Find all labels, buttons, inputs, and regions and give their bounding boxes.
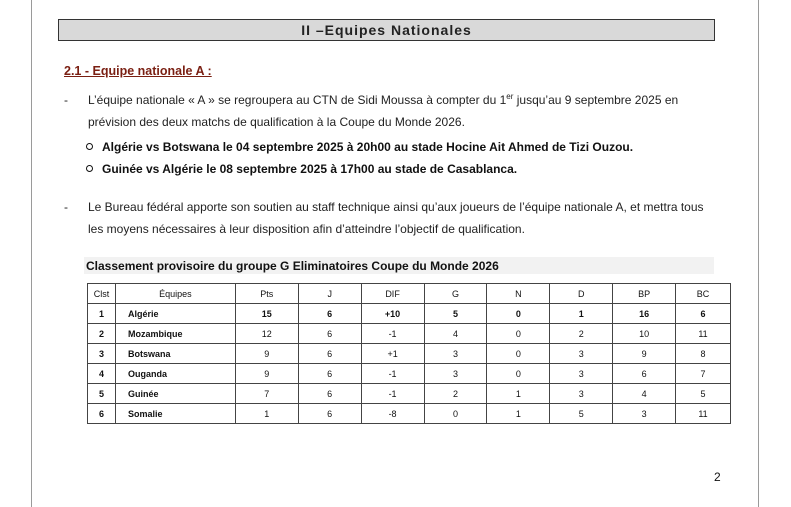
cell-g: 0 bbox=[424, 404, 487, 424]
cell-pts: 9 bbox=[235, 344, 298, 364]
page-border-right bbox=[758, 0, 759, 507]
cell-pts: 1 bbox=[235, 404, 298, 424]
subheading: 2.1 - Equipe nationale A : bbox=[64, 64, 212, 78]
cell-bp: 6 bbox=[613, 364, 676, 384]
cell-bp: 9 bbox=[613, 344, 676, 364]
match-text: Guinée vs Algérie le 08 septembre 2025 à 17h00 au stade de Casablanca. bbox=[102, 162, 518, 176]
cell-d: 5 bbox=[550, 404, 613, 424]
cell-pts: 12 bbox=[235, 324, 298, 344]
cell-g: 2 bbox=[424, 384, 487, 404]
cell-j: 6 bbox=[298, 364, 361, 384]
cell-dif: -1 bbox=[361, 324, 424, 344]
standings-table bbox=[87, 283, 731, 424]
cell-team: Somalie bbox=[115, 404, 235, 424]
cell-bc: 11 bbox=[676, 404, 731, 424]
cell-rank: 1 bbox=[88, 304, 116, 324]
paragraph-text bbox=[88, 89, 718, 133]
cell-g: 4 bbox=[424, 324, 487, 344]
cell-pts: 7 bbox=[235, 384, 298, 404]
paragraph-text-part1: L’équipe nationale « A » se regroupera au CTN de Sidi Moussa à compter du 1 bbox=[88, 93, 507, 107]
cell-bc: 8 bbox=[676, 344, 731, 364]
cell-team: Mozambique bbox=[115, 324, 235, 344]
cell-bc: 11 bbox=[676, 324, 731, 344]
match-item bbox=[86, 140, 633, 154]
table-row bbox=[88, 404, 731, 424]
cell-pts: 15 bbox=[235, 304, 298, 324]
cell-n: 0 bbox=[487, 344, 550, 364]
list-dash: - bbox=[64, 200, 68, 214]
cell-j: 6 bbox=[298, 344, 361, 364]
cell-team: Guinée bbox=[115, 384, 235, 404]
cell-j: 6 bbox=[298, 304, 361, 324]
superscript-er: er bbox=[506, 92, 514, 101]
cell-j: 6 bbox=[298, 404, 361, 424]
table-row bbox=[88, 304, 731, 324]
col-header-bp: BP bbox=[613, 284, 676, 304]
cell-j: 6 bbox=[298, 324, 361, 344]
col-header-bc: BC bbox=[676, 284, 731, 304]
col-header-g: G bbox=[424, 284, 487, 304]
cell-d: 3 bbox=[550, 344, 613, 364]
cell-dif: -1 bbox=[361, 384, 424, 404]
cell-bc: 6 bbox=[676, 304, 731, 324]
cell-bp: 10 bbox=[613, 324, 676, 344]
cell-rank: 5 bbox=[88, 384, 116, 404]
cell-rank: 3 bbox=[88, 344, 116, 364]
paragraph-text: Le Bureau fédéral apporte son soutien au staff technique ainsi qu’aux joueurs de l’équipe nationale A, et mettra tous les moyens nécessaires à leur disposition afin d’atteindre l’objectif de qualification. bbox=[88, 200, 704, 236]
cell-g: 5 bbox=[424, 304, 487, 324]
cell-g: 3 bbox=[424, 344, 487, 364]
paragraph-regroupement bbox=[64, 89, 718, 133]
col-header-j: J bbox=[298, 284, 361, 304]
cell-d: 2 bbox=[550, 324, 613, 344]
paragraph-text-part2: jusqu’au 9 septembre 2025 en prévision des deux matchs de qualification à la Coupe du Monde 2026. bbox=[88, 93, 679, 129]
cell-bc: 5 bbox=[676, 384, 731, 404]
paragraph-soutien bbox=[64, 196, 718, 240]
section-title: II –Equipes Nationales bbox=[58, 19, 715, 41]
cell-rank: 2 bbox=[88, 324, 116, 344]
cell-bp: 16 bbox=[613, 304, 676, 324]
cell-n: 1 bbox=[487, 384, 550, 404]
cell-rank: 4 bbox=[88, 364, 116, 384]
cell-team: Ouganda bbox=[115, 364, 235, 384]
cell-n: 0 bbox=[487, 304, 550, 324]
col-header-n: N bbox=[487, 284, 550, 304]
cell-bp: 4 bbox=[613, 384, 676, 404]
cell-g: 3 bbox=[424, 364, 487, 384]
cell-bc: 7 bbox=[676, 364, 731, 384]
page-number: 2 bbox=[714, 470, 721, 484]
match-item bbox=[86, 162, 517, 176]
cell-d: 3 bbox=[550, 364, 613, 384]
cell-n: 0 bbox=[487, 364, 550, 384]
col-header-equipes: Équipes bbox=[115, 284, 235, 304]
cell-dif: -1 bbox=[361, 364, 424, 384]
cell-rank: 6 bbox=[88, 404, 116, 424]
circle-bullet-icon bbox=[86, 143, 93, 150]
cell-bp: 3 bbox=[613, 404, 676, 424]
table-title: Classement provisoire du groupe G Eliminatoires Coupe du Monde 2026 bbox=[84, 257, 714, 274]
col-header-dif: DIF bbox=[361, 284, 424, 304]
cell-team: Botswana bbox=[115, 344, 235, 364]
table-header-row bbox=[88, 284, 731, 304]
cell-n: 0 bbox=[487, 324, 550, 344]
col-header-pts: Pts bbox=[235, 284, 298, 304]
cell-dif: +1 bbox=[361, 344, 424, 364]
page-border-left bbox=[31, 0, 32, 507]
table-row bbox=[88, 344, 731, 364]
cell-d: 1 bbox=[550, 304, 613, 324]
cell-n: 1 bbox=[487, 404, 550, 424]
cell-dif: -8 bbox=[361, 404, 424, 424]
col-header-d: D bbox=[550, 284, 613, 304]
cell-d: 3 bbox=[550, 384, 613, 404]
cell-team: Algérie bbox=[115, 304, 235, 324]
cell-j: 6 bbox=[298, 384, 361, 404]
table-row bbox=[88, 324, 731, 344]
list-dash: - bbox=[64, 93, 68, 107]
col-header-clst: Clst bbox=[88, 284, 116, 304]
cell-pts: 9 bbox=[235, 364, 298, 384]
match-text: Algérie vs Botswana le 04 septembre 2025 à 20h00 au stade Hocine Ait Ahmed de Tizi Ouzou. bbox=[102, 140, 634, 154]
table-row bbox=[88, 384, 731, 404]
table-row bbox=[88, 364, 731, 384]
circle-bullet-icon bbox=[86, 165, 93, 172]
cell-dif: +10 bbox=[361, 304, 424, 324]
